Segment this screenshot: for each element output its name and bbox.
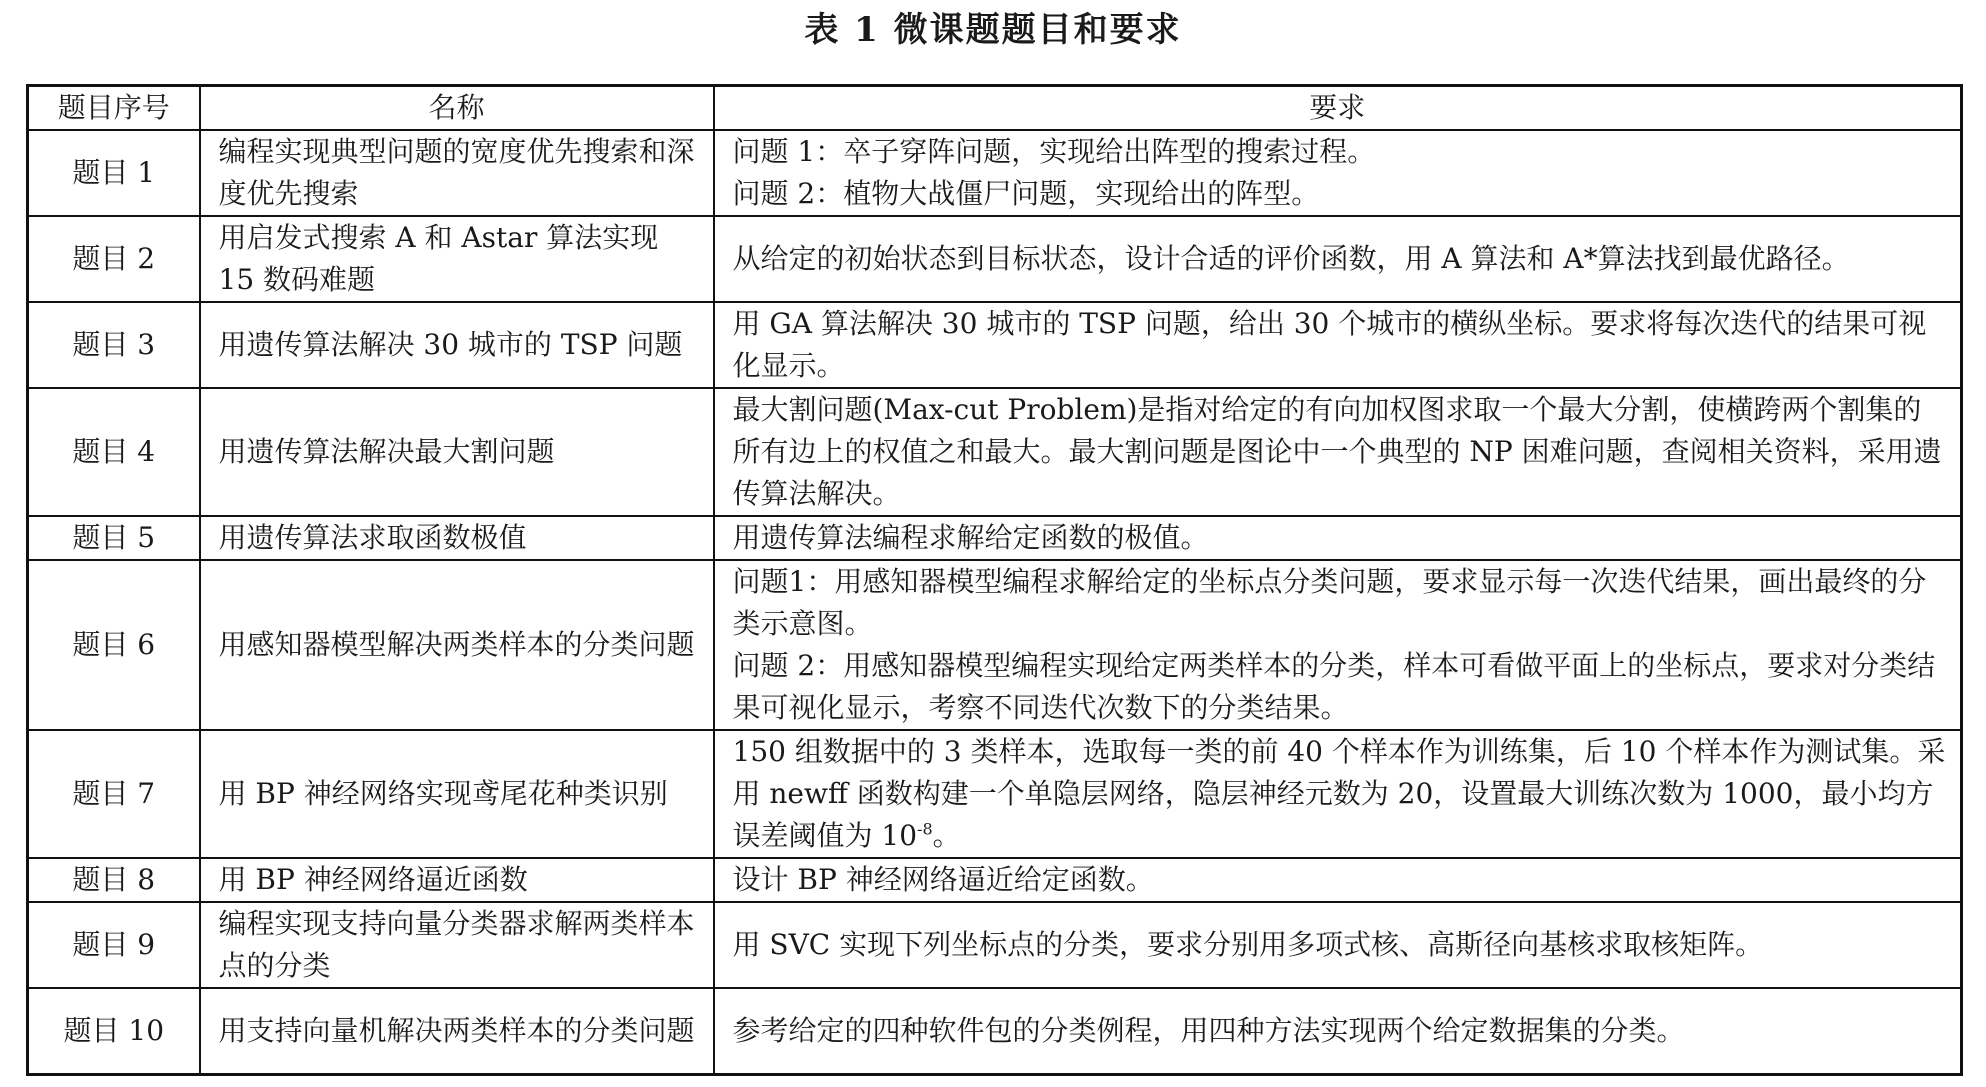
topic-requirement (714, 902, 1962, 988)
topic-number: 题目 6 (28, 560, 200, 730)
header-name: 名称 (200, 86, 714, 131)
requirement-line: 问题 2：用感知器模型编程实现给定两类样本的分类，样本可看做平面上的坐标点，要求对分类结果可视化显示，考察不同迭代次数下的分类结果。 (732, 649, 1936, 724)
requirement-line: 最大割问题(Max-cut Problem)是指对给定的有向加权图求取一个最大分割，使横跨两个割集的所有边上的权值之和最大。最大割问题是图论中一个典型的 NP 困难问题，查阅相关资料，采用遗传算法解决。 (732, 393, 1942, 510)
topic-number: 题目 2 (28, 216, 200, 302)
topics-table (26, 84, 1963, 1076)
requirement-line: 问题 1：卒子穿阵问题，实现给出阵型的搜索过程。 (732, 135, 1376, 168)
table-row (28, 730, 1962, 858)
topic-requirement (714, 216, 1962, 302)
table-row (28, 388, 1962, 516)
topic-requirement (714, 560, 1962, 730)
header-requirement: 要求 (714, 86, 1962, 131)
topic-number: 题目 3 (28, 302, 200, 388)
header-number: 题目序号 (28, 86, 200, 131)
topic-number: 题目 4 (28, 388, 200, 516)
table-row (28, 302, 1962, 388)
requirement-tail: 。 (932, 819, 961, 852)
topic-requirement (714, 516, 1962, 560)
topic-name: 用启发式搜索 A 和 Astar 算法实现 15 数码难题 (200, 216, 714, 302)
topic-number: 题目 5 (28, 516, 200, 560)
requirement-line: 参考给定的四种软件包的分类例程，用四种方法实现两个给定数据集的分类。 (732, 1013, 1685, 1047)
table-row (28, 216, 1962, 302)
topic-requirement (714, 388, 1962, 516)
requirement-line: 用 SVC 实现下列坐标点的分类，要求分别用多项式核、高斯径向基核求取核矩阵。 (732, 928, 1764, 961)
requirement-line: 用 GA 算法解决 30 城市的 TSP 问题，给出 30 个城市的横纵坐标。要求将每次迭代的结果可视化显示。 (732, 307, 1927, 382)
topic-number: 题目 1 (28, 130, 200, 216)
requirement-line: 150 组数据中的 3 类样本，选取每一类的前 40 个样本作为训练集，后 10 个样本作为测试集。采用 newff 函数构建一个单隐层网络，隐层神经元数为 20，设置最大训练次数为 1000，最小均方误差阈值为 10 (732, 735, 1946, 852)
topic-name: 用 BP 神经网络逼近函数 (200, 858, 714, 902)
topic-name: 用感知器模型解决两类样本的分类问题 (200, 560, 714, 730)
topic-requirement (714, 730, 1962, 858)
topic-number: 题目 8 (28, 858, 200, 902)
topic-requirement (714, 858, 1962, 902)
table-row (28, 130, 1962, 216)
topic-name: 编程实现典型问题的宽度优先搜索和深度优先搜索 (200, 130, 714, 216)
topic-requirement (714, 302, 1962, 388)
requirement-line: 用遗传算法编程求解给定函数的极值。 (732, 521, 1209, 554)
table-header-row (28, 86, 1962, 131)
topic-name: 用遗传算法解决 30 城市的 TSP 问题 (200, 302, 714, 388)
topic-number: 题目 10 (28, 988, 200, 1074)
topic-name: 用支持向量机解决两类样本的分类问题 (200, 988, 714, 1074)
topic-name: 用遗传算法求取函数极值 (200, 516, 714, 560)
topic-name: 用 BP 神经网络实现鸢尾花种类识别 (200, 730, 714, 858)
requirement-line: 问题 2：植物大战僵尸问题，实现给出的阵型。 (732, 177, 1320, 210)
table-row (28, 560, 1962, 730)
requirement-line: 设计 BP 神经网络逼近给定函数。 (732, 863, 1154, 896)
table-row (28, 858, 1962, 902)
exponent: -8 (917, 819, 933, 839)
topic-number: 题目 9 (28, 902, 200, 988)
table-row (28, 988, 1962, 1074)
table-row (28, 516, 1962, 560)
topic-requirement (714, 988, 1962, 1074)
topic-requirement (714, 130, 1962, 216)
requirement-line: 问题1：用感知器模型编程求解给定的坐标点分类问题，要求显示每一次迭代结果，画出最终的分类示意图。 (732, 565, 1927, 640)
topic-name: 编程实现支持向量分类器求解两类样本点的分类 (200, 902, 714, 988)
table-caption: 表 1 微课题题目和要求 (804, 10, 1182, 50)
topic-number: 题目 7 (28, 730, 200, 858)
requirement-line: 从给定的初始状态到目标状态，设计合适的评价函数，用 A 算法和 A*算法找到最优路径。 (732, 242, 1850, 275)
table-row (28, 902, 1962, 988)
topic-name: 用遗传算法解决最大割问题 (200, 388, 714, 516)
